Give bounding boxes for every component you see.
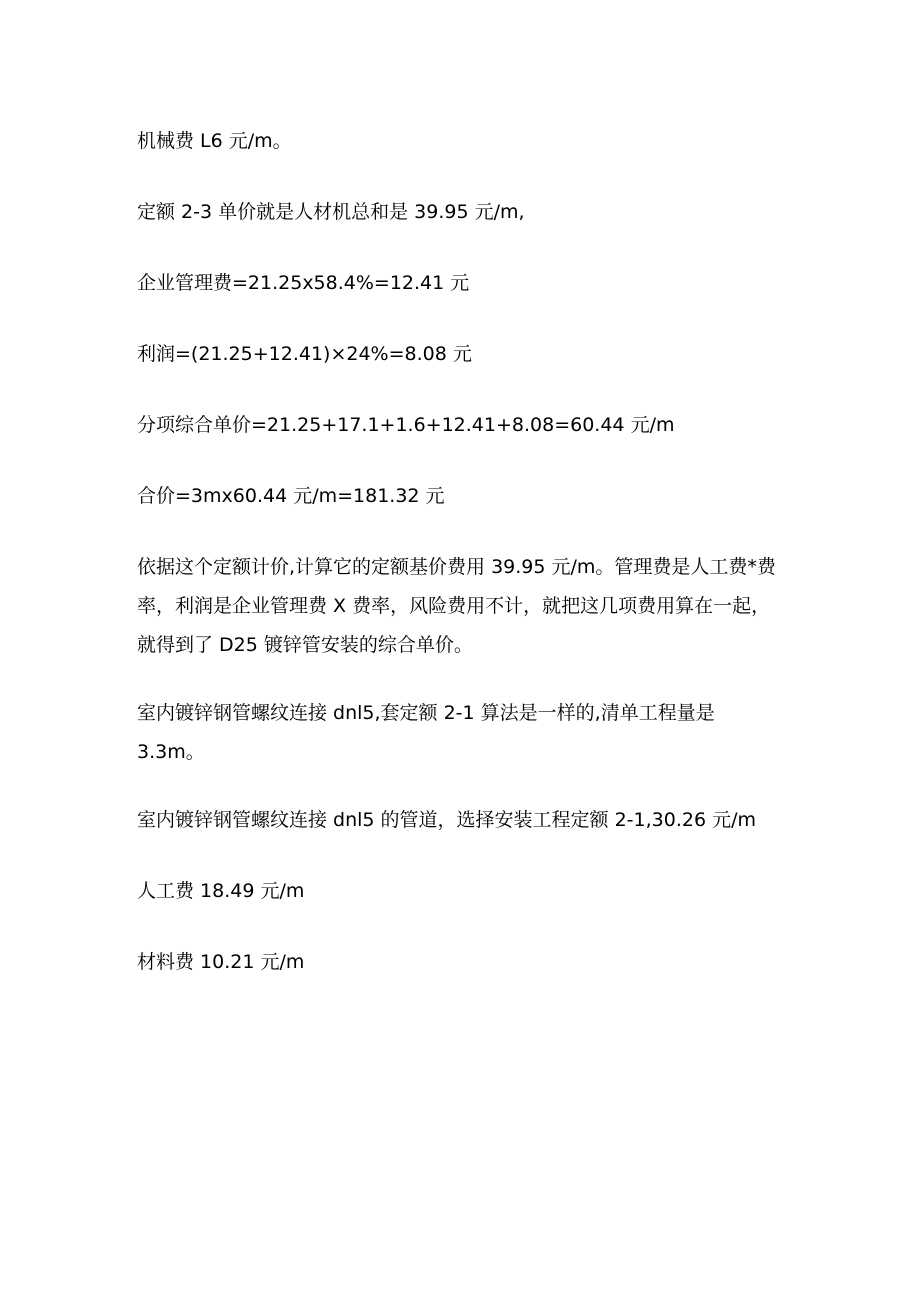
paragraph-total-price: 合价=3mx60.44 元/m=181.32 元 [137,485,445,507]
document-body [137,126,787,1018]
paragraph-dn15-quota: 室内镀锌钢管螺纹连接 dnl5,套定额 2-1 算法是一样的,清单工程量是 3.3m。 [137,702,715,763]
paragraph-management-fee: 企业管理费=21.25x58.4%=12.41 元 [137,272,470,294]
paragraph-profit: 利润=(21.25+12.41)×24%=8.08 元 [137,343,472,365]
paragraph-composite-unit-price: 分项综合单价=21.25+17.1+1.6+12.41+8.08=60.44 元/m [137,414,675,436]
paragraph-quota-unit-price: 定额 2-3 单价就是人材机总和是 39.95 元/m, [137,201,525,223]
paragraph-material-fee: 材料费 10.21 元/m [137,951,305,973]
paragraph-explanation: 依据这个定额计价,计算它的定额基价费用 39.95 元/m。管理费是人工费*费率，利润是企业管理费 X 费率，风险费用不计，就把这几项费用算在一起，就得到了 D25 镀锌管安装的综合单价。 [137,556,776,656]
paragraph-labor-fee: 人工费 18.49 元/m [137,880,305,902]
paragraph-dn15-pipe: 室内镀锌钢管螺纹连接 dnl5 的管道，选择安装工程定额 2-1,30.26 元/m [137,809,757,831]
paragraph-machinery-fee: 机械费 L6 元/m。 [137,130,292,152]
